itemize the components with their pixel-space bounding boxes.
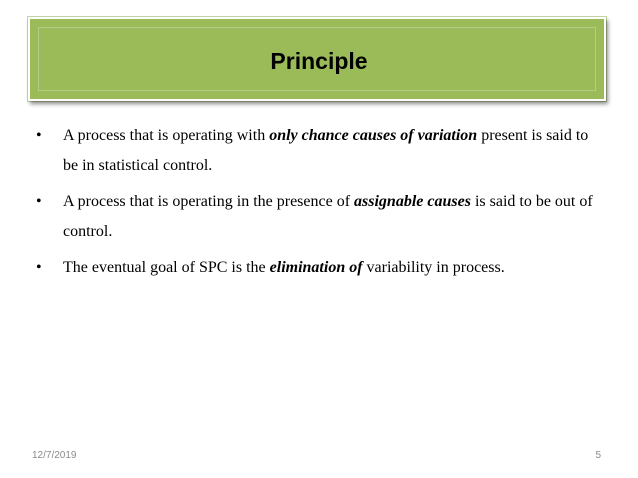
bullet-item bbox=[36, 187, 606, 247]
bullet-text: present is said to be in statistical control. bbox=[63, 127, 589, 174]
bullet-text: A process that is operating with bbox=[63, 127, 270, 144]
bullet-marker: • bbox=[36, 127, 42, 144]
page-number: 5 bbox=[595, 450, 601, 461]
bullet-list bbox=[36, 121, 606, 289]
bullet-text: The eventual goal of SPC is the bbox=[63, 259, 270, 276]
bullet-item bbox=[36, 121, 606, 181]
bullet-text: variability in process. bbox=[362, 259, 505, 276]
bullet-text: A process that is operating in the presence of bbox=[63, 193, 355, 210]
bullet-item bbox=[36, 253, 606, 283]
bullet-text: is said to be out of control. bbox=[63, 193, 593, 240]
bullet-emphasis: assignable causes bbox=[354, 193, 471, 210]
bullet-marker: • bbox=[36, 259, 42, 276]
slide-title: Principle bbox=[270, 48, 368, 74]
bullet-emphasis: only chance causes of variation bbox=[269, 127, 478, 144]
footer-date: 12/7/2019 bbox=[32, 450, 77, 461]
bullet-marker: • bbox=[36, 193, 42, 210]
bullet-emphasis: elimination of bbox=[269, 259, 363, 276]
